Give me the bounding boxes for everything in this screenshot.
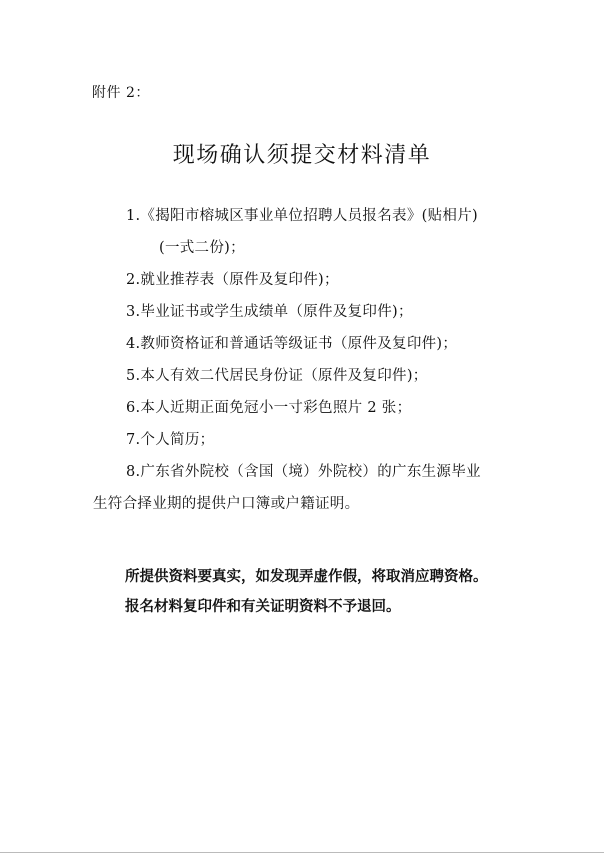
document-title: 现场确认须提交材料清单 bbox=[172, 143, 432, 168]
materials-list bbox=[93, 200, 523, 520]
list-item-7: 7.个人简历； bbox=[126, 432, 215, 448]
list-item-2: 2.就业推荐表（原件及复印件)； bbox=[126, 272, 339, 288]
page-bottom-divider bbox=[0, 852, 604, 853]
list-item-5: 5.本人有效二代居民身份证（原件及复印件)； bbox=[126, 368, 428, 384]
list-item-1-continued: (一式二份)； bbox=[159, 240, 245, 256]
attachment-label: 附件 2： bbox=[92, 85, 150, 101]
list-item-3: 3.毕业证书或学生成绩单（原件及复印件)； bbox=[126, 304, 413, 320]
list-item-8-continued: 生符合择业期的提供户口簿或户籍证明。 bbox=[93, 496, 360, 512]
notes-section bbox=[125, 562, 488, 622]
list-item-6: 6.本人近期正面免冠小一寸彩色照片 2 张； bbox=[126, 400, 412, 416]
list-item-4: 4.教师资格证和普通话等级证书（原件及复印件)； bbox=[126, 336, 458, 352]
note-no-return: 报名材料复印件和有关证明资料不予退回。 bbox=[125, 599, 401, 615]
note-authenticity: 所提供资料要真实，如发现弄虚作假，将取消应聘资格。 bbox=[125, 569, 488, 585]
list-item-8: 8.广东省外院校（含国（境）外院校）的广东生源毕业 bbox=[126, 464, 481, 480]
list-item-1: 1.《揭阳市榕城区事业单位招聘人员报名表》(贴相片) bbox=[126, 208, 478, 224]
